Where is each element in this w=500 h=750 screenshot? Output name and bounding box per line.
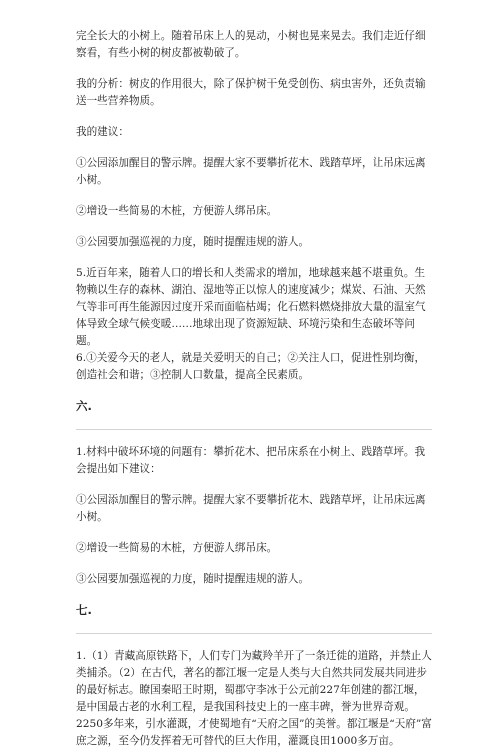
paragraph-six-4: ③公园要加强巡视的力度，随时提醒违规的游人。 <box>76 573 310 585</box>
section-divider <box>76 429 432 430</box>
paragraph-suggestion-1: ①公园添加醒目的警示牌。提醒大家不要攀折花木、践踏草坪，让吊床远离小树。 <box>76 157 426 186</box>
paragraph-six-3: ②增设一些简易的木桩，方便游人绑吊床。 <box>76 542 278 554</box>
paragraph-item-6: 6.①关爱今天的老人，就是关爱明天的自己；②关注人口，促进性别均衡，创造社会和谐；③控制人口数量，提高全民素质。 <box>76 352 426 381</box>
paragraph-suggestion-3: ③公园要加强巡视的力度，随时提醒违规的游人。 <box>76 236 310 248</box>
paragraph-analysis: 我的分析：树皮的作用很大，除了保护树干免受创伤、病虫害外，还负责输送一些营养物质。 <box>76 78 426 107</box>
section-heading-six: 六. <box>76 399 92 413</box>
paragraph-suggestion-label: 我的建议： <box>76 126 129 138</box>
paragraph-tree-observation: 完全长大的小树上。随着吊床上人的晃动，小树也晃来晃去。我们走近仔细察看，有些小树的树皮都被勒破了。 <box>76 30 426 59</box>
paragraph-six-1: 1.材料中破坏环境的问题有：攀折花木、把吊床系在小树上、践踏草坪。我会提出如下建议： <box>76 446 426 475</box>
section-divider <box>76 633 432 634</box>
paragraph-item-5: 5.近百年来，随着人口的增长和人类需求的增加，地球越来越不堪重负。生物赖以生存的森林、湖泊、湿地等正以惊人的速度减少；煤炭、石油、天然气等非可再生能源因过度开采而面临枯竭；化石燃料燃烧排放大量的温室气体导致全球气候变暖……地球出现了资源短缺、环境污染和生态破坏等问题。 <box>76 267 426 347</box>
section-heading-seven: 七. <box>76 603 92 617</box>
paragraph-seven-1: 1.（1）青藏高原铁路下，人们专门为藏羚羊开了一条迁徙的道路，并禁止人类捕杀。（2）在古代，著名的都江堰一定是人类与大自然共同发展共同进步的最好标志。瞭国秦昭王时期，蜀郡守李冰于公元前227年创建的都江堰，是中国最古老的水利工程，是我国科技史上的一座丰碑，誉为世界奇观。2250多年来，引水灌溉，才使蜀地有“天府之国”的美誉。都江堰是“天府”富庶之源，至今仍发挥着无可替代的巨大作用，灌溉良田1000多万亩。 <box>76 650 432 747</box>
paragraph-six-2: ①公园添加醒目的警示牌。提醒大家不要攀折花木、践踏草坪，让吊床远离小树。 <box>76 494 426 523</box>
paragraph-suggestion-2: ②增设一些简易的木桩，方便游人绑吊床。 <box>76 205 278 217</box>
